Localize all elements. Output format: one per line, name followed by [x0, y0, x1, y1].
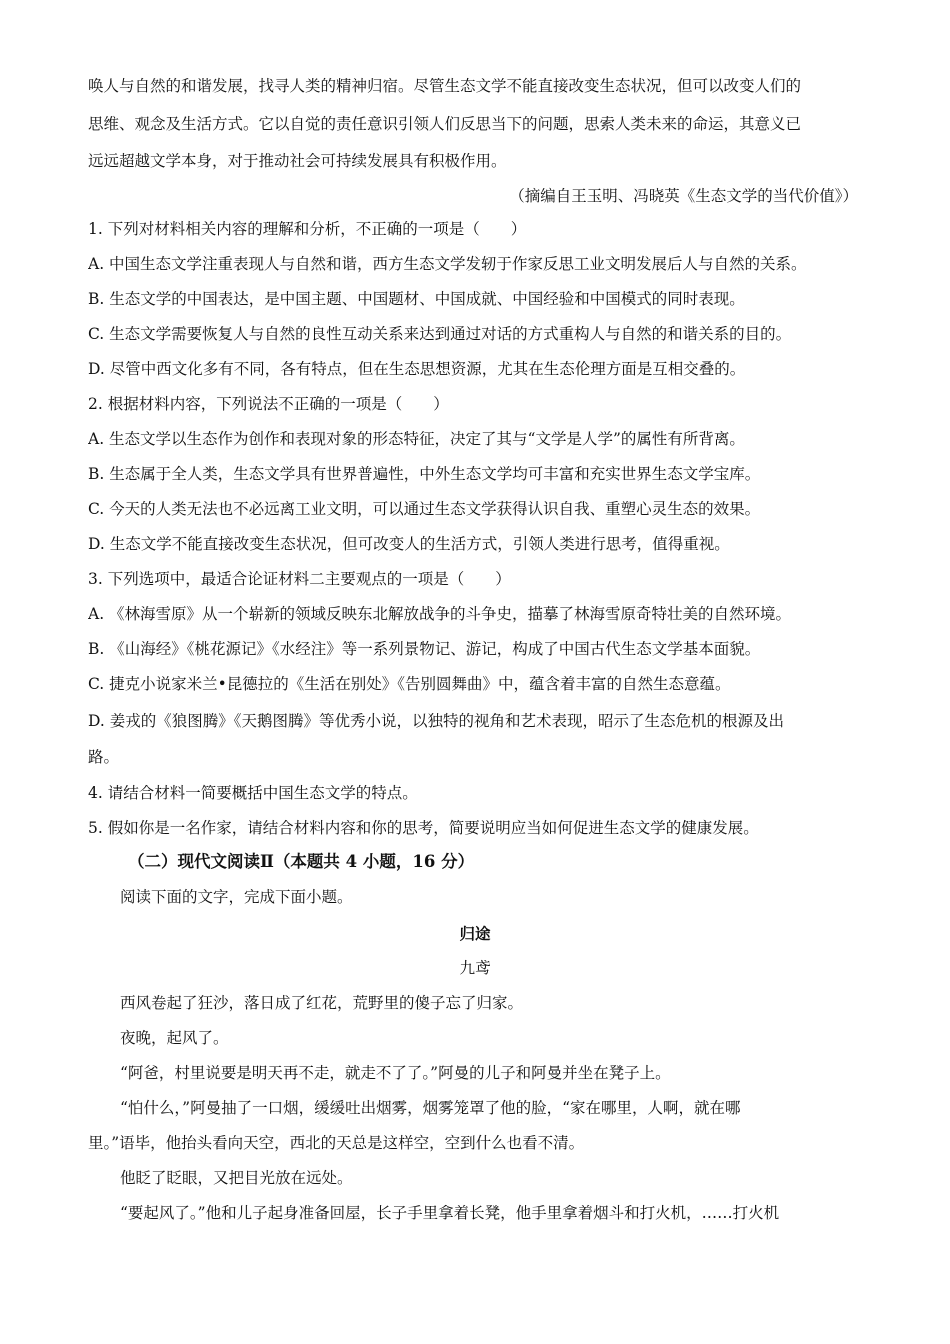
story-title: 归途 [459, 924, 491, 943]
question-1-option-c: C. 生态文学需要恢复人与自然的良性互动关系来达到通过对话的方式重构人与自然的和谐关系的目的。 [88, 325, 792, 343]
story-paragraph-4: “怕什么，”阿曼抽了一口烟，缓缓吐出烟雾，烟雾笼罩了他的脸，“家在哪里，人啊，就在哪 [120, 1099, 741, 1117]
question-3-option-c: C. 捷克小说家米兰•昆德拉的《生活在别处》《告别圆舞曲》中，蕴含着丰富的自然生态意蕴。 [88, 675, 731, 693]
story-paragraph-5: 他眨了眨眼，又把目光放在远处。 [120, 1169, 353, 1187]
story-paragraph-2: 夜晚，起风了。 [120, 1029, 229, 1047]
passage-line-1: 唤人与自然的和谐发展，找寻人类的精神归宿。尽管生态文学不能直接改变生态状况，但可以改变人们的 [88, 77, 802, 95]
question-2-option-b: B. 生态属于全人类，生态文学具有世界普遍性，中外生态文学均可丰富和充实世界生态文学宝库。 [88, 465, 761, 483]
story-paragraph-6: “要起风了。”他和儿子起身准备回屋，长子手里拿着长凳，他手里拿着烟斗和打火机，……打火机 [120, 1204, 780, 1222]
question-5: 5. 假如你是一名作家，请结合材料内容和你的思考，简要说明应当如何促进生态文学的健康发展。 [88, 819, 759, 837]
question-3-stem: 3. 下列选项中，最适合论证材料二主要观点的一项是（ ） [88, 570, 511, 588]
question-3-option-d: D. 姜戎的《狼图腾》《天鹅图腾》等优秀小说，以独特的视角和艺术表现，昭示了生态危机的根源及出 [88, 712, 784, 730]
question-3-option-d-continued: 路。 [88, 748, 120, 766]
story-author: 九鸢 [459, 959, 491, 977]
question-4: 4. 请结合材料一简要概括中国生态文学的特点。 [88, 784, 418, 802]
section-heading: （二）现代文阅读Ⅱ（本题共 4 小题，16 分） [128, 852, 475, 871]
question-2-option-c: C. 今天的人类无法也不必远离工业文明，可以通过生态文学获得认识自我、重塑心灵生态的效果。 [88, 500, 761, 518]
question-3-option-b: B. 《山海经》《桃花源记》《水经注》等一系列景物记、游记，构成了中国古代生态文学基本面貌。 [88, 640, 761, 658]
passage-line-3: 远远超越文学本身，对于推动社会可持续发展具有积极作用。 [88, 152, 507, 170]
question-3-option-a: A. 《林海雪原》从一个崭新的领域反映东北解放战争的斗争史，描摹了林海雪原奇特壮美的自然环境。 [88, 605, 792, 623]
question-1-stem: 1. 下列对材料相关内容的理解和分析，不正确的一项是（ ） [88, 220, 527, 238]
question-1-option-b: B. 生态文学的中国表达，是中国主题、中国题材、中国成就、中国经验和中国模式的同时表现。 [88, 290, 745, 308]
story-paragraph-4-continued: 里。”语毕，他抬头看向天空，西北的天总是这样空，空到什么也看不清。 [88, 1134, 585, 1152]
story-paragraph-3: “阿爸，村里说要是明天再不走，就走不了了。”阿曼的儿子和阿曼并坐在凳子上。 [120, 1064, 671, 1082]
question-1-option-d: D. 尽管中西文化多有不同，各有特点，但在生态思想资源，尤其在生态伦理方面是互相交叠的。 [88, 360, 746, 378]
section-instruction: 阅读下面的文字，完成下面小题。 [120, 888, 353, 906]
passage-line-2: 思维、观念及生活方式。它以自觉的责任意识引领人们反思当下的问题，思索人类未来的命运，其意义已 [88, 115, 802, 133]
question-2-stem: 2. 根据材料内容，下列说法不正确的一项是（ ） [88, 395, 449, 413]
question-1-option-a: A. 中国生态文学注重表现人与自然和谐，西方生态文学发轫于作家反思工业文明发展后人与自然的关系。 [88, 255, 807, 273]
question-2-option-d: D. 生态文学不能直接改变生态状况，但可改变人的生活方式，引领人类进行思考，值得重视。 [88, 535, 730, 553]
question-2-option-a: A. 生态文学以生态作为创作和表现对象的形态特征，决定了其与“文学是人学”的属性有所背离。 [88, 430, 745, 448]
passage-source: （摘编自王玉明、冯晓英《生态文学的当代价值》） [509, 187, 858, 205]
story-paragraph-1: 西风卷起了狂沙，落日成了红花，荒野里的傻子忘了归家。 [120, 994, 524, 1012]
